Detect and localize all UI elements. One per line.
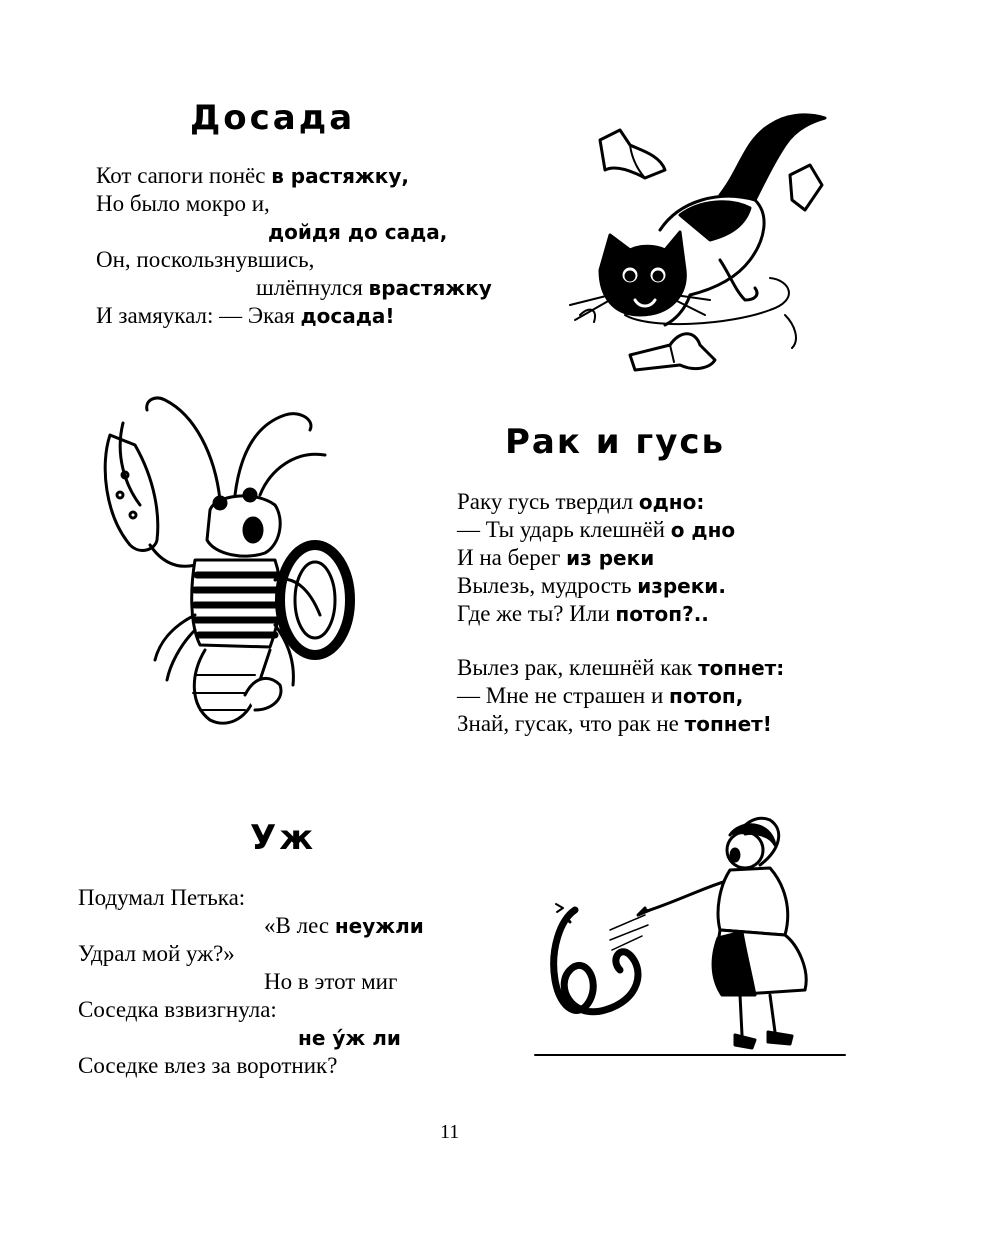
poem-line: Подумал Петька: xyxy=(78,885,246,910)
poem-body-uzh xyxy=(78,884,498,1080)
poem-title-dosada: Досада xyxy=(190,98,356,138)
crayfish-illustration xyxy=(95,375,375,745)
poem-line: «В лес неужли xyxy=(264,913,424,938)
poem-line: Знай, гусак, что рак не топнет! xyxy=(457,711,772,736)
cat-with-boots-illustration xyxy=(570,100,840,385)
poem-line: Но в этот миг xyxy=(264,969,398,994)
poem-line: Удрал мой уж?» xyxy=(78,941,235,966)
poem-line: И замяукал: — Экая досада! xyxy=(96,303,395,328)
poem-line: — Ты ударь клешнёй о дно xyxy=(457,517,736,542)
poem-line: Где же ты? Или потоп?.. xyxy=(457,601,709,626)
poem-line: — Мне не страшен и потоп, xyxy=(457,683,744,708)
poem-body-rak-i-gus xyxy=(457,488,877,738)
poem-body-dosada xyxy=(96,162,536,330)
poem-line: Раку гусь твердил одно: xyxy=(457,489,705,514)
poem-line: шлёпнулся врастяжку xyxy=(256,275,492,300)
poem-line: Вылезь, мудрость изреки. xyxy=(457,573,726,598)
poem-title-rak-i-gus: Рак и гусь xyxy=(505,422,726,462)
poem-line: Соседка взвизгнула: xyxy=(78,997,277,1022)
poem-line: Вылез рак, клешнёй как топнет: xyxy=(457,655,785,680)
poem-line: Он, поскользнувшись, xyxy=(96,247,315,272)
woman-with-snake-illustration xyxy=(530,810,850,1060)
poem-line: И на берег из реки xyxy=(457,545,655,570)
poem-line: Кот сапоги понёс в растяжку, xyxy=(96,163,410,188)
poem-line: Но было мокро и, xyxy=(96,191,270,216)
poem-title-uzh: Уж xyxy=(250,818,317,858)
page-number: 11 xyxy=(440,1121,460,1143)
poem-line: дойдя до сада, xyxy=(268,220,448,244)
poem-line: не у́ж ли xyxy=(298,1026,401,1050)
poem-line: Соседке влез за воротник? xyxy=(78,1053,338,1078)
